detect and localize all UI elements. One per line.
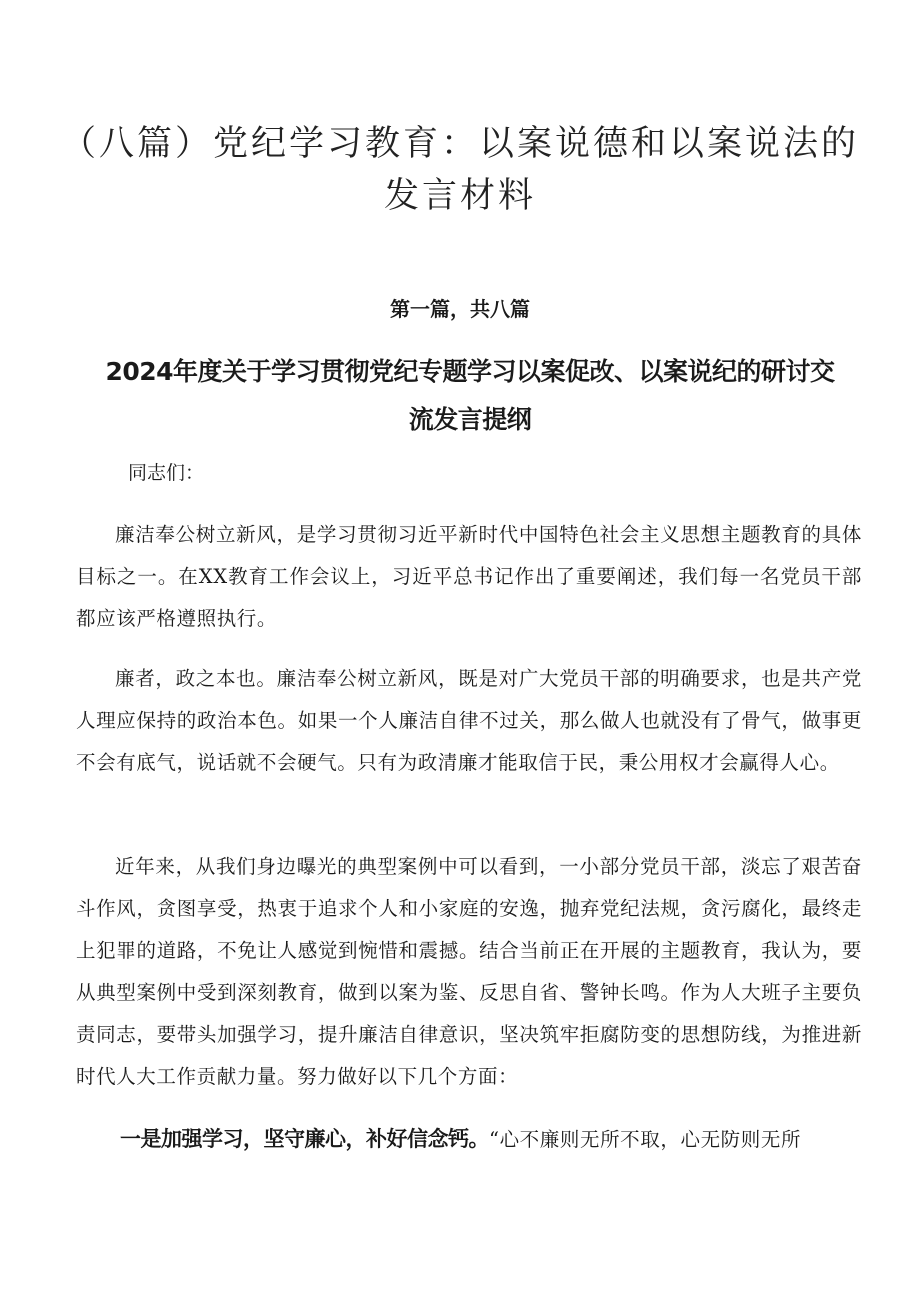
point-one-paragraph [76, 1118, 862, 1160]
point-one-text: “心不廉则无所不取，心无防则无所 [489, 1128, 802, 1151]
point-one-heading: 一是加强学习，坚守廉心，补好信念钙。 [120, 1127, 489, 1151]
paragraph: 廉者，政之本也。廉洁奉公树立新风，既是对广大党员干部的明确要求，也是共产党人理应保持的政治本色。如果一个人廉洁自律不过关，那么做人也就没有了骨气，做事更不会有底气，说话就不会硬气。只有为政清廉才能取信于民，秉公用权才会赢得人心。 [76, 667, 862, 774]
salutation: 同志们： [128, 462, 205, 484]
paragraph: 廉洁奉公树立新风，是学习贯彻习近平新时代中国特色社会主义思想主题教育的具体目标之一。在XX教育工作会议上，习近平总书记作出了重要阐述，我们每一名党员干部都应该严格遵照执行。 [76, 523, 862, 630]
speech-title: 2024年度关于学习贯彻党纪专题学习以案促改、以案说纪的研讨交流发言提纲 [105, 357, 835, 434]
paragraph: 近年来，从我们身边曝光的典型案例中可以看到，一小部分党员干部，淡忘了艰苦奋斗作风，贪图享受，热衷于追求个人和小家庭的安逸，抛弃党纪法规，贪污腐化，最终走上犯罪的道路，不免让人感觉到惋惜和震撼。结合当前正在开展的主题教育，我认为，要从典型案例中受到深刻教育，做到以案为鉴、反思自省、警钟长鸣。作为人大班子主要负责同志，要带头加强学习，提升廉洁自律意识，坚决筑牢拒腐防变的思想防线，为推进新时代人大工作贡献力量。努力做好以下几个方面： [76, 855, 862, 1088]
section-label: 第一篇，共八篇 [390, 297, 530, 321]
document-title: （八篇）党纪学习教育：以案说德和以案说法的发言材料 [60, 124, 859, 216]
